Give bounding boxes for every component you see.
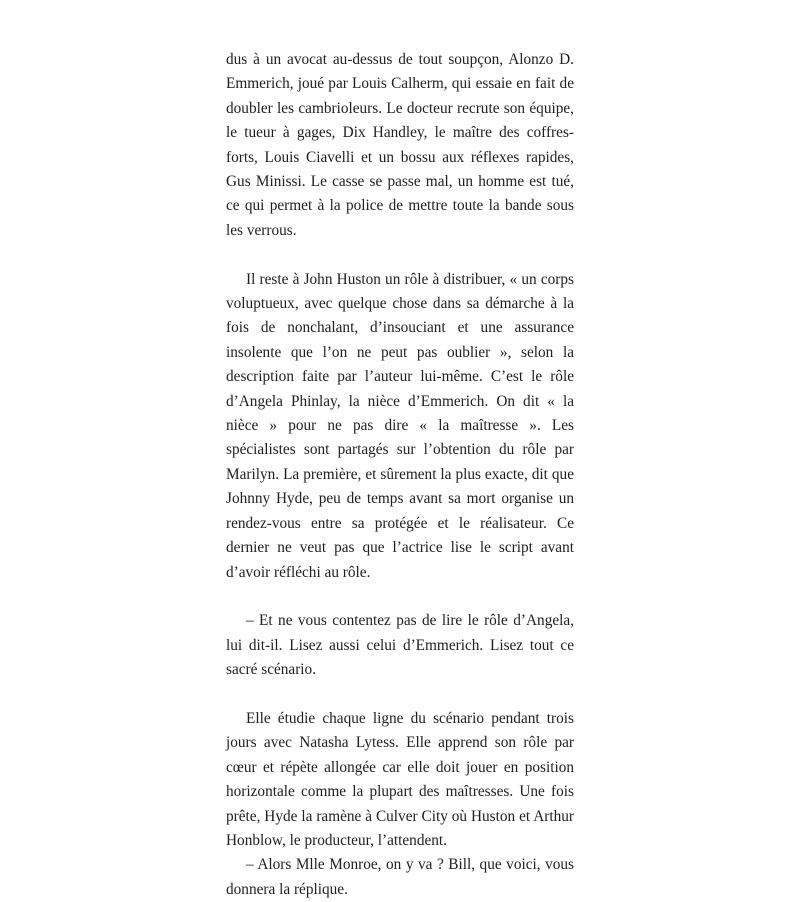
paragraph-audition-dialogue: – Alors Mlle Monroe, on y va ? Bill, que voici, vous donnera la réplique. <box>226 856 574 898</box>
paragraph-huston-dialogue: – Et ne vous contentez pas de lire le rôle d’Angela, lui dit-il. Lisez aussi celui d’Emmerich. Lisez tout ce sacré scénario. <box>226 612 574 679</box>
paragraph-preparation: Elle étudie chaque ligne du scénario pendant trois jours avec Natasha Lytess. Elle apprend son rôle par cœur et répète allongée car elle doit jouer en position horizontale comme la plupart des maîtresses. Une fois prête, Hyde la ramène à Culver City où Huston et Arthur Honblow, le producteur, l’attendent. <box>226 709 574 849</box>
paragraph-continuation: dus à un avocat au-dessus de tout soupçon, Alonzo D. Emmerich, joué par Louis Calherm, qui essaie en fait de doubler les cambrioleurs. Le docteur recrute son équipe, le tueur à gages, Dix Handley, le maître des coffres-forts, Louis Ciavelli et un bossu aux réflexes rapides, Gus Minissi. Le casse se passe mal, un homme est tué, ce qui permet à la police de mettre toute la bande sous les verrous. <box>226 51 574 239</box>
paragraph-casting: Il reste à John Huston un rôle à distribuer, « un corps voluptueux, avec quelque chose dans sa démarche à la fois de nonchalant, d’insouciant et une assurance insolente que l’on ne peut pas oublier », selon la description faite par l’auteur lui-même. C’est le rôle d’Angela Phinlay, la nièce d’Emmerich. On dit « la nièce » pour ne pas dire « la maîtresse ». Les spécialistes sont partagés sur l’obtention du rôle par Marilyn. La première, et sûrement la plus exacte, dit que Johnny Hyde, peu de temps avant sa mort organise un rendez-vous entre sa protégée et le réalisateur. Ce dernier ne veut pas que l’actrice lise le script avant d’avoir réfléchi au rôle. <box>226 270 574 581</box>
page-body <box>226 48 574 902</box>
